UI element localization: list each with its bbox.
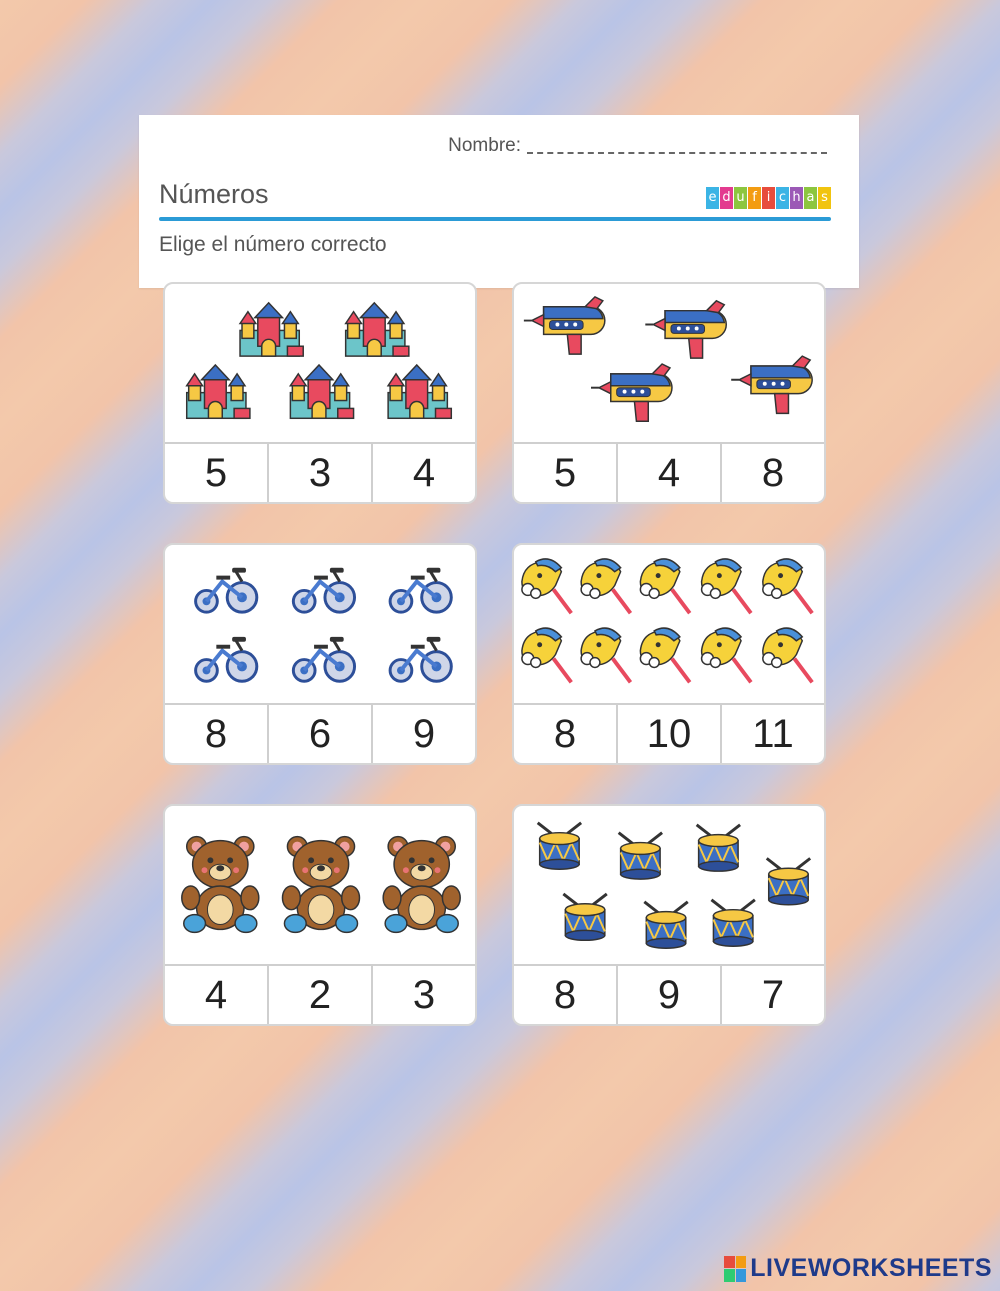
- logo-letter: a: [804, 187, 817, 209]
- logo-letter: i: [762, 187, 775, 209]
- answer-option[interactable]: 4: [618, 444, 722, 502]
- liveworksheets-icon: [724, 1256, 746, 1282]
- answer-options: [514, 442, 824, 502]
- answer-option[interactable]: 8: [514, 705, 618, 763]
- exercise-card-hobby-horses: [512, 543, 826, 765]
- exercise-card-castles: [163, 282, 477, 504]
- logo-letter: h: [790, 187, 803, 209]
- answer-options: [165, 964, 475, 1024]
- liveworksheets-logo: [724, 1254, 992, 1283]
- edufichas-logo: [706, 187, 831, 209]
- answer-option[interactable]: 8: [165, 705, 269, 763]
- tricycles-picture: [165, 545, 475, 705]
- logo-square: [736, 1269, 747, 1282]
- answer-options: [514, 964, 824, 1024]
- instruction-text: Elige el número correcto: [159, 233, 387, 256]
- castle-toys-picture: [165, 284, 475, 444]
- logo-letter: u: [734, 187, 747, 209]
- teddy-bears-picture: [165, 806, 475, 966]
- exercise-card-drums: [512, 804, 826, 1026]
- name-field[interactable]: [448, 135, 827, 157]
- answer-option[interactable]: 8: [761, 450, 785, 495]
- answer-option[interactable]: 4: [165, 966, 269, 1024]
- answer-option[interactable]: 3: [269, 444, 373, 502]
- answer-option[interactable]: 10: [618, 705, 722, 763]
- worksheet-header: [139, 115, 859, 288]
- answer-option[interactable]: 9: [618, 966, 722, 1024]
- answer-option[interactable]: 5: [165, 444, 269, 502]
- answer-option[interactable]: 7: [761, 972, 785, 1017]
- page-title: Números: [159, 179, 269, 209]
- answer-options: [514, 703, 824, 763]
- logo-square: [724, 1256, 735, 1269]
- divider: [159, 217, 831, 221]
- hobby-horses-picture: [514, 545, 824, 705]
- answer-option[interactable]: 11: [752, 711, 794, 756]
- answer-option[interactable]: 3: [412, 972, 436, 1017]
- logo-letter: s: [818, 187, 831, 209]
- logo-letter: f: [748, 187, 761, 209]
- answer-option[interactable]: 8: [514, 966, 618, 1024]
- logo-square: [724, 1269, 735, 1282]
- exercise-card-tricycles: [163, 543, 477, 765]
- exercise-card-ray-guns: [512, 282, 826, 504]
- answer-option[interactable]: 2: [269, 966, 373, 1024]
- brand-name: LIVEWORKSHEETS: [750, 1254, 992, 1282]
- answer-options: [165, 442, 475, 502]
- answer-option[interactable]: 9: [412, 711, 436, 756]
- name-line[interactable]: [527, 152, 827, 154]
- toy-ray-guns-picture: [514, 284, 824, 444]
- exercise-card-teddy-bears: [163, 804, 477, 1026]
- answer-option[interactable]: 5: [514, 444, 618, 502]
- answer-option[interactable]: 6: [269, 705, 373, 763]
- answer-option[interactable]: 4: [412, 450, 436, 495]
- logo-letter: d: [720, 187, 733, 209]
- name-label: Nombre:: [448, 135, 521, 156]
- drums-picture: [514, 806, 824, 966]
- logo-letter: c: [776, 187, 789, 209]
- logo-letter: e: [706, 187, 719, 209]
- answer-options: [165, 703, 475, 763]
- logo-square: [736, 1256, 747, 1269]
